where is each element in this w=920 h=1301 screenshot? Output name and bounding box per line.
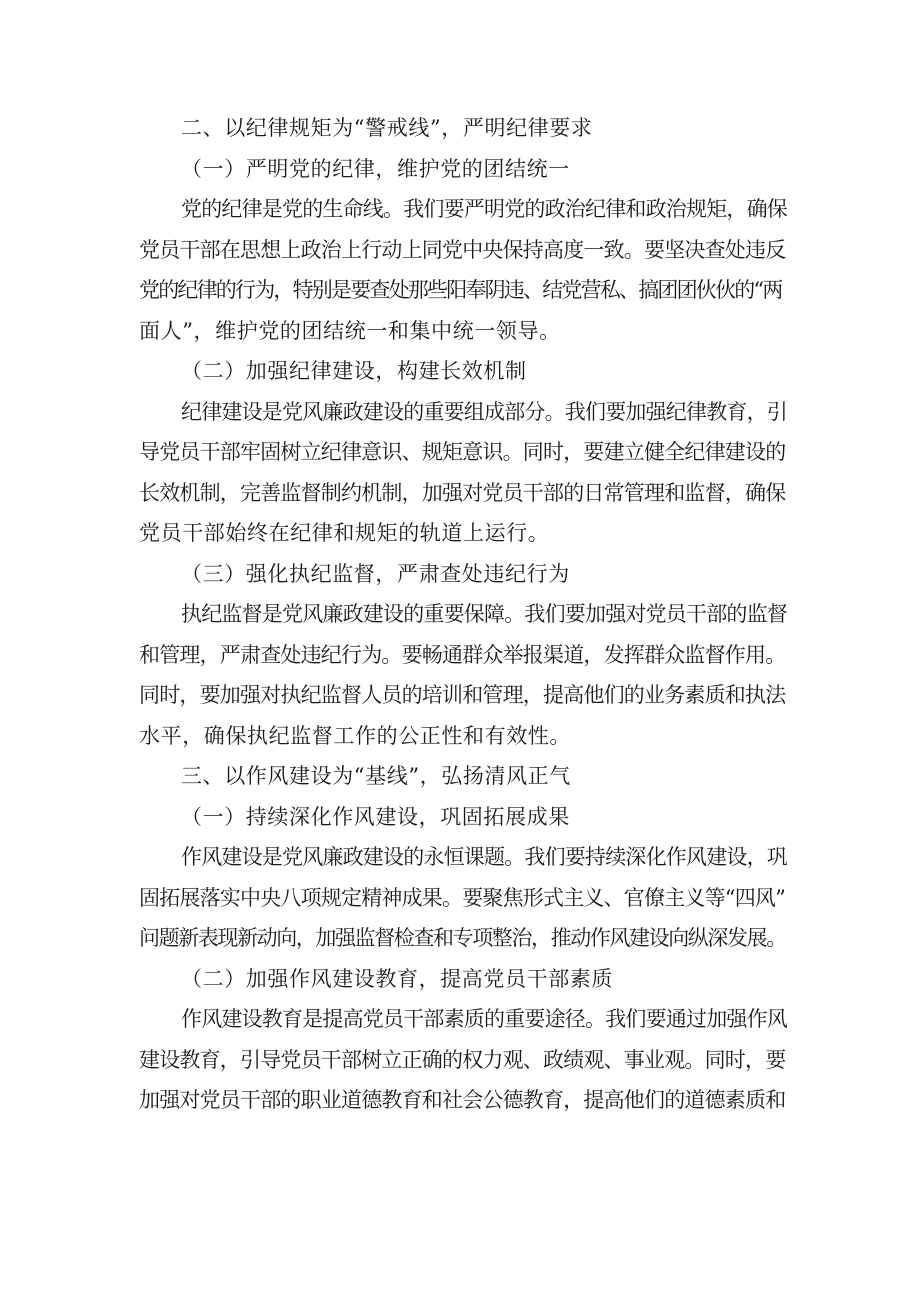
paragraph-line: 和管理，严肃查处违纪行为。要畅通群众举报渠道，发挥群众监督作用。	[139, 642, 786, 667]
paragraph-line: 执纪监督是党风廉政建设的重要保障。我们要加强对党员干部的监督	[181, 602, 787, 626]
subheading-3-1: （一）持续深化作风建设，巩固拓展成果	[181, 804, 570, 829]
paragraph-line: 水平，确保执纪监督工作的公正性和有效性。	[139, 723, 571, 748]
document-body	[139, 108, 787, 1121]
paragraph-line: 固拓展落实中央八项规定精神成果。要聚焦形式主义、官僚主义等“四风”	[139, 885, 786, 910]
paragraph-line: 党的纪律是党的生命线。我们要严明党的政治纪律和政治规矩，确保	[181, 197, 787, 221]
paragraph-line: 党员干部在思想上政治上行动上同党中央保持高度一致。要坚决查处违反	[139, 237, 786, 262]
subheading-2-1: （一）严明党的纪律，维护党的团结统一	[181, 156, 570, 181]
paragraph-line: 导党员干部牢固树立纪律意识、规矩意识。同时，要建立健全纪律建设的	[139, 440, 786, 464]
paragraph-line: 同时，要加强对执纪监督人员的培训和管理，提高他们的业务素质和执法	[139, 683, 786, 707]
paragraph-line: 面人”，维护党的团结统一和集中统一领导。	[139, 318, 561, 343]
paragraph-line: 纪律建设是党风廉政建设的重要组成部分。我们要加强纪律教育，引	[181, 399, 787, 424]
paragraph-line: 建设教育，引导党员干部树立正确的权力观、政绩观、事业观。同时，要	[139, 1047, 786, 1072]
paragraph-line: 作风建设教育是提高党员干部素质的重要途径。我们要通过加强作风	[181, 1007, 787, 1031]
paragraph-line: 党的纪律的行为，特别是要查处那些阳奉阴违、结党营私、搞团团伙伙的“两	[139, 278, 782, 302]
paragraph-line: 长效机制，完善监督制约机制，加强对党员干部的日常管理和监督，确保	[139, 480, 786, 505]
subheading-2-2: （二）加强纪律建设，构建长效机制	[181, 359, 527, 383]
subheading-3-2: （二）加强作风建设教育，提高党员干部素质	[181, 966, 613, 991]
paragraph-line: 问题新表现新动向，加强监督检查和专项整治，推动作风建设向纵深发展。	[139, 926, 786, 950]
paragraph-line: 党员干部始终在纪律和规矩的轨道上运行。	[139, 521, 550, 545]
section-heading-3: 三、以作风建设为“基线”，弘扬清风正气	[181, 764, 571, 788]
subheading-2-3: （三）强化执纪监督，严肃查处违纪行为	[181, 561, 570, 586]
paragraph-line: 加强对党员干部的职业道德教育和社会公德教育，提高他们的道德素质和	[139, 1088, 786, 1112]
paragraph-line: 作风建设是党风廉政建设的永恒课题。我们要持续深化作风建设，巩	[181, 845, 787, 869]
section-heading-2: 二、以纪律规矩为“警戒线”，严明纪律要求	[181, 116, 593, 140]
